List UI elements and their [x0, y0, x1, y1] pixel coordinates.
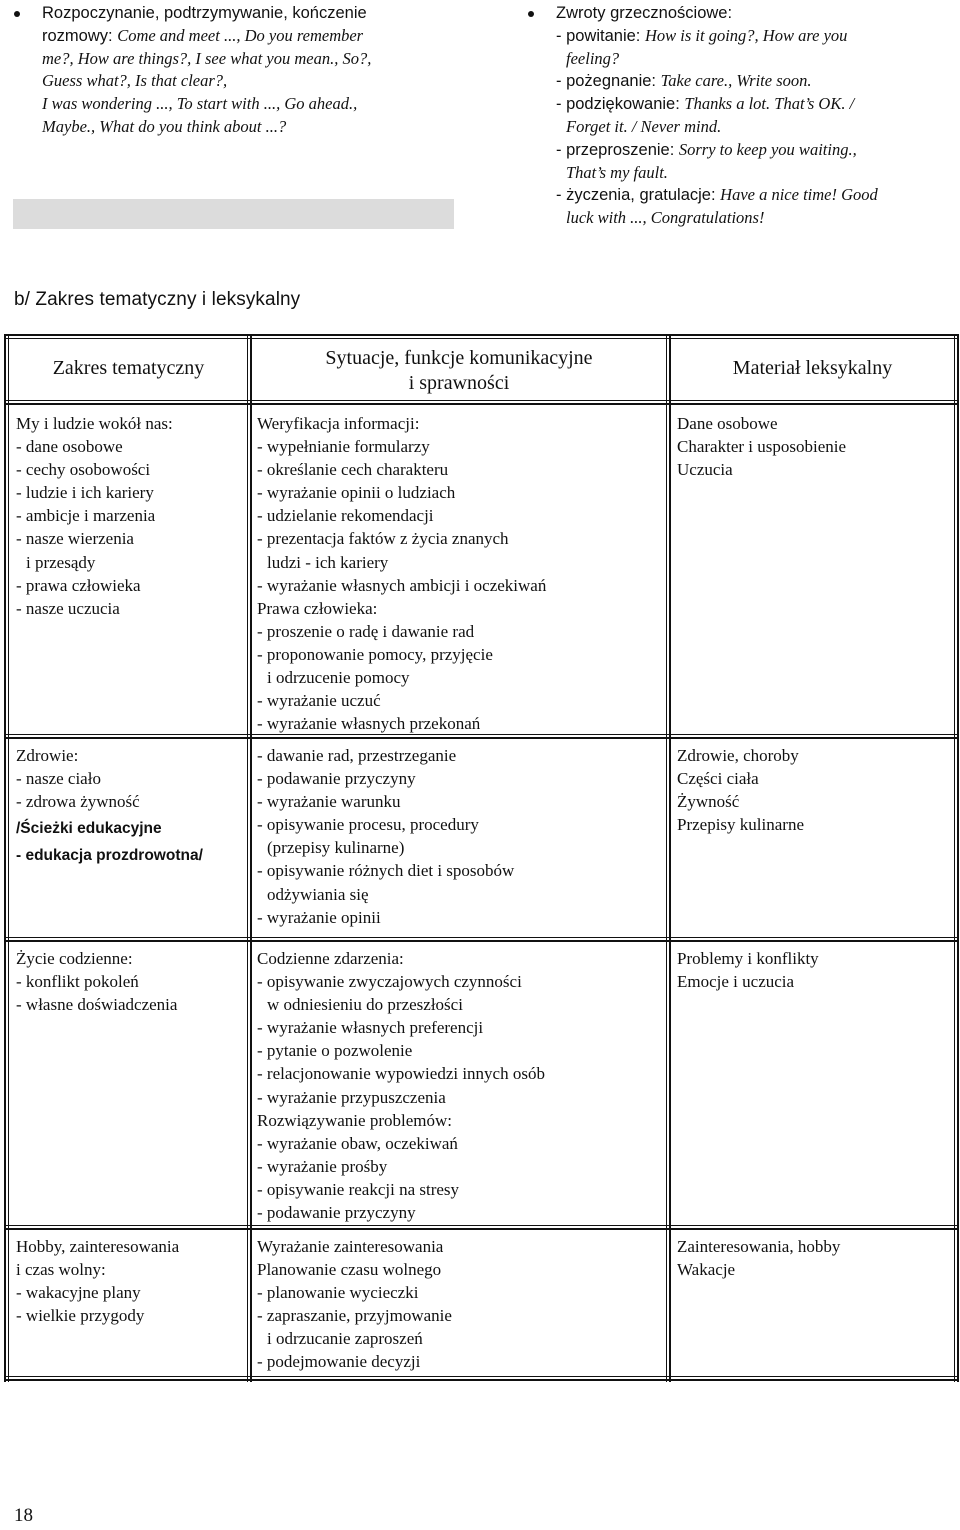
phrase-label: - życzenia, gratulacje: [556, 186, 721, 205]
communication-phrases-block [14, 2, 454, 139]
header-topic-scope: Zakres tematyczny [52, 357, 205, 379]
cell-line: - zdrowa żywność [16, 792, 140, 812]
phrase-line [42, 116, 454, 139]
cell-line: - nasze ciało [16, 769, 101, 789]
phrase-example: I was wondering ..., To start with ..., Go ahead., [42, 94, 358, 114]
phrase-label: Rozpoczynanie, podtrzymywanie, kończenie [42, 4, 367, 22]
cell-line: - opisywanie procesu, procedury [257, 815, 479, 835]
cell-line: i czas wolny: [16, 1260, 106, 1280]
cell-situations [257, 947, 545, 1224]
cell-line: - proszenie o radę i dawanie rad [257, 621, 475, 641]
header-situations-line2: i sprawności [408, 372, 510, 394]
cell-line: Prawa człowieka: [257, 598, 378, 618]
cell-line: Życie codzienne: [16, 949, 133, 968]
row-divider [4, 737, 959, 739]
phrase-example: luck with ..., Congratulations! [566, 208, 765, 228]
cell-line: Zdrowie: [16, 746, 79, 765]
cell-line: Rozwiązywanie problemów: [257, 1110, 452, 1130]
cell-line: Wyrażanie zainteresowania [257, 1237, 444, 1256]
phrase-line [42, 2, 454, 25]
cell-line: - dane osobowe [16, 437, 123, 457]
phrase-example: feeling? [566, 48, 620, 68]
cell-line: Przepisy kulinarne [677, 815, 804, 835]
bullet-item-conversation [14, 2, 454, 139]
cell-line: i przesądy [26, 552, 96, 572]
cell-line: Charakter i usposobienie [677, 437, 847, 457]
cell-line: Problemy i konflikty [677, 949, 819, 968]
cell-line: - konflikt pokoleń [16, 972, 139, 992]
phrase-example: How is it going?, How are you [644, 25, 848, 45]
header-lexical-material: Materiał leksykalny [732, 357, 893, 379]
cell-lexical [677, 1235, 840, 1281]
table-border-bottom [4, 1379, 959, 1381]
phrase-line [556, 25, 948, 48]
cell-line: - zapraszanie, przyjmowanie [257, 1306, 452, 1326]
phrase-line [556, 184, 948, 207]
cell-line: - wyrażanie własnych przekonań [257, 714, 481, 734]
cell-line: - nasze uczucia [16, 598, 120, 618]
cell-line: Części ciała [677, 769, 759, 789]
row-divider [4, 403, 959, 405]
cell-line: - pytanie o pozwolenie [257, 1041, 413, 1061]
phrase-example: me?, How are things?, I see what you mean., So?, [42, 48, 372, 68]
table-border-bottom-inner [4, 1376, 959, 1377]
phrase-example: Sorry to keep you waiting., [678, 139, 857, 159]
cell-line: Wakacje [677, 1260, 736, 1280]
cell-line: - wyrażanie opinii [257, 907, 381, 927]
phrase-label: Zwroty grzecznościowe: [556, 4, 733, 22]
phrase-example: Come and meet ..., Do you remember [117, 25, 364, 45]
row-divider [4, 1225, 959, 1226]
cell-line: i odrzucanie zaproszeń [267, 1329, 423, 1349]
phrase-line [42, 48, 454, 71]
phrase-example: Forget it. / Never mind. [566, 116, 722, 136]
cell-line: - proponowanie pomocy, przyjęcie [257, 644, 493, 664]
cell-line: - nasze wierzenia [16, 529, 134, 549]
cell-line: (przepisy kulinarne) [267, 838, 405, 858]
cell-line: - podejmowanie decyzji [257, 1352, 421, 1372]
phrase-example: Guess what?, Is that clear?, [42, 71, 228, 91]
cell-line: - podawanie przyczyny [257, 1203, 416, 1223]
phrase-line [556, 93, 948, 116]
cell-line: i odrzucenie pomocy [267, 668, 410, 688]
row-divider [4, 937, 959, 938]
phrase-label: rozmowy: [42, 26, 118, 45]
cell-line: - opisywanie różnych diet i sposobów [257, 861, 515, 881]
cell-lexical [677, 744, 804, 836]
cell-line: ludzi - ich kariery [267, 552, 389, 572]
cell-line: /Ścieżki edukacyjne [16, 820, 162, 838]
bullet-dot [528, 11, 534, 17]
cell-topic-scope [16, 744, 203, 867]
cell-line: - ludzie i ich kariery [16, 483, 154, 503]
cell-line: - edukacja prozdrowotna/ [16, 847, 203, 865]
cell-line: - wyrażanie warunku [257, 792, 401, 812]
cell-line: - wyrażanie przypuszczenia [257, 1087, 446, 1107]
politeness-phrases-block [528, 2, 948, 230]
phrase-line [42, 25, 454, 48]
phrase-label: - pożegnanie: [556, 72, 661, 91]
cell-line: - ambicje i marzenia [16, 506, 156, 526]
section-heading: b/ Zakres tematyczny i leksykalny [14, 289, 301, 310]
cell-line: - własne doświadczenia [16, 995, 178, 1015]
cell-line: - relacjonowanie wypowiedzi innych osób [257, 1064, 545, 1084]
cell-topic-scope [16, 412, 173, 620]
phrase-line [556, 116, 948, 139]
cell-line: w odniesieniu do przeszłości [267, 995, 463, 1015]
cell-line: Dane osobowe [677, 414, 778, 433]
cell-line: - wyrażanie prośby [257, 1156, 388, 1176]
phrase-line [556, 70, 948, 93]
cell-line: - prezentacja faktów z życia znanych [257, 529, 509, 549]
header-situations-line1: Sytuacje, funkcje komunikacyjne [325, 347, 593, 369]
table-border-top [4, 334, 959, 336]
row-divider [4, 1228, 959, 1230]
cell-line: - podawanie przyczyny [257, 769, 416, 789]
cell-line: - planowanie wycieczki [257, 1283, 419, 1303]
cell-line: My i ludzie wokół nas: [16, 414, 173, 433]
phrase-line [556, 162, 948, 185]
cell-line: Weryfikacja informacji: [257, 414, 420, 433]
cell-line: - prawa człowieka [16, 575, 141, 595]
cell-lexical [677, 412, 846, 481]
cell-line: - wyrażanie uczuć [257, 691, 381, 711]
table-border-top-inner [4, 338, 959, 339]
phrase-line [42, 93, 454, 116]
cell-line: - wyrażanie opinii o ludziach [257, 483, 456, 503]
cell-line: Żywność [677, 792, 740, 812]
cell-line: - wypełnianie formularzy [257, 437, 430, 457]
cell-line: Uczucia [677, 460, 733, 480]
row-divider [4, 940, 959, 942]
cell-line: - opisywanie reakcji na stresy [257, 1179, 460, 1199]
cell-line: - wyrażanie obaw, oczekiwań [257, 1133, 458, 1153]
phrase-example: That’s my fault. [566, 162, 668, 182]
cell-topic-scope [16, 947, 177, 1016]
cell-line: Zdrowie, choroby [677, 746, 799, 765]
cell-situations [257, 412, 546, 735]
cell-line: Emocje i uczucia [677, 972, 795, 992]
cell-line: Zainteresowania, hobby [677, 1237, 841, 1256]
phrase-example: Take care., Write soon. [660, 71, 812, 91]
phrase-example: Maybe., What do you think about ...? [42, 116, 287, 136]
phrase-label: - przeproszenie: [556, 140, 679, 159]
phrase-label: - powitanie: [556, 26, 645, 45]
cell-line: - wyrażanie własnych ambicji i oczekiwań [257, 575, 547, 595]
highlight-bar [13, 199, 454, 229]
bullet-item-politeness [528, 2, 948, 230]
cell-line: - dawanie rad, przestrzeganie [257, 746, 457, 765]
phrase-label: - podziękowanie: [556, 95, 685, 114]
cell-situations [257, 1235, 452, 1374]
phrase-line [42, 70, 454, 93]
phrase-line [556, 48, 948, 71]
phrase-example: Have a nice time! Good [720, 185, 878, 205]
cell-line: odżywiania się [267, 884, 369, 904]
cell-situations [257, 744, 514, 929]
cell-line: Hobby, zainteresowania [16, 1237, 180, 1256]
phrase-line [556, 2, 948, 25]
cell-line: - opisywanie zwyczajowych czynności [257, 972, 522, 992]
cell-lexical [677, 947, 819, 993]
cell-line: - wielkie przygody [16, 1306, 145, 1326]
bullet-text [42, 2, 454, 139]
cell-line: - wyrażanie własnych preferencji [257, 1018, 484, 1038]
bullet-dot [14, 11, 20, 17]
cell-line: - cechy osobowości [16, 460, 151, 480]
page-number: 18 [14, 1505, 33, 1526]
cell-line: - udzielanie rekomendacji [257, 506, 434, 526]
cell-line: - wakacyjne plany [16, 1283, 141, 1303]
cell-line: Codzienne zdarzenia: [257, 949, 404, 968]
phrase-line [556, 207, 948, 230]
phrase-line [556, 139, 948, 162]
topics-table [4, 334, 959, 1382]
header-situations-functions [252, 346, 666, 396]
cell-topic-scope [16, 1235, 179, 1327]
phrase-example: Thanks a lot. That’s OK. / [684, 94, 855, 114]
cell-line: Planowanie czasu wolnego [257, 1260, 442, 1280]
bullet-text [556, 2, 948, 230]
cell-line: - określanie cech charakteru [257, 460, 449, 480]
row-divider [4, 400, 959, 401]
